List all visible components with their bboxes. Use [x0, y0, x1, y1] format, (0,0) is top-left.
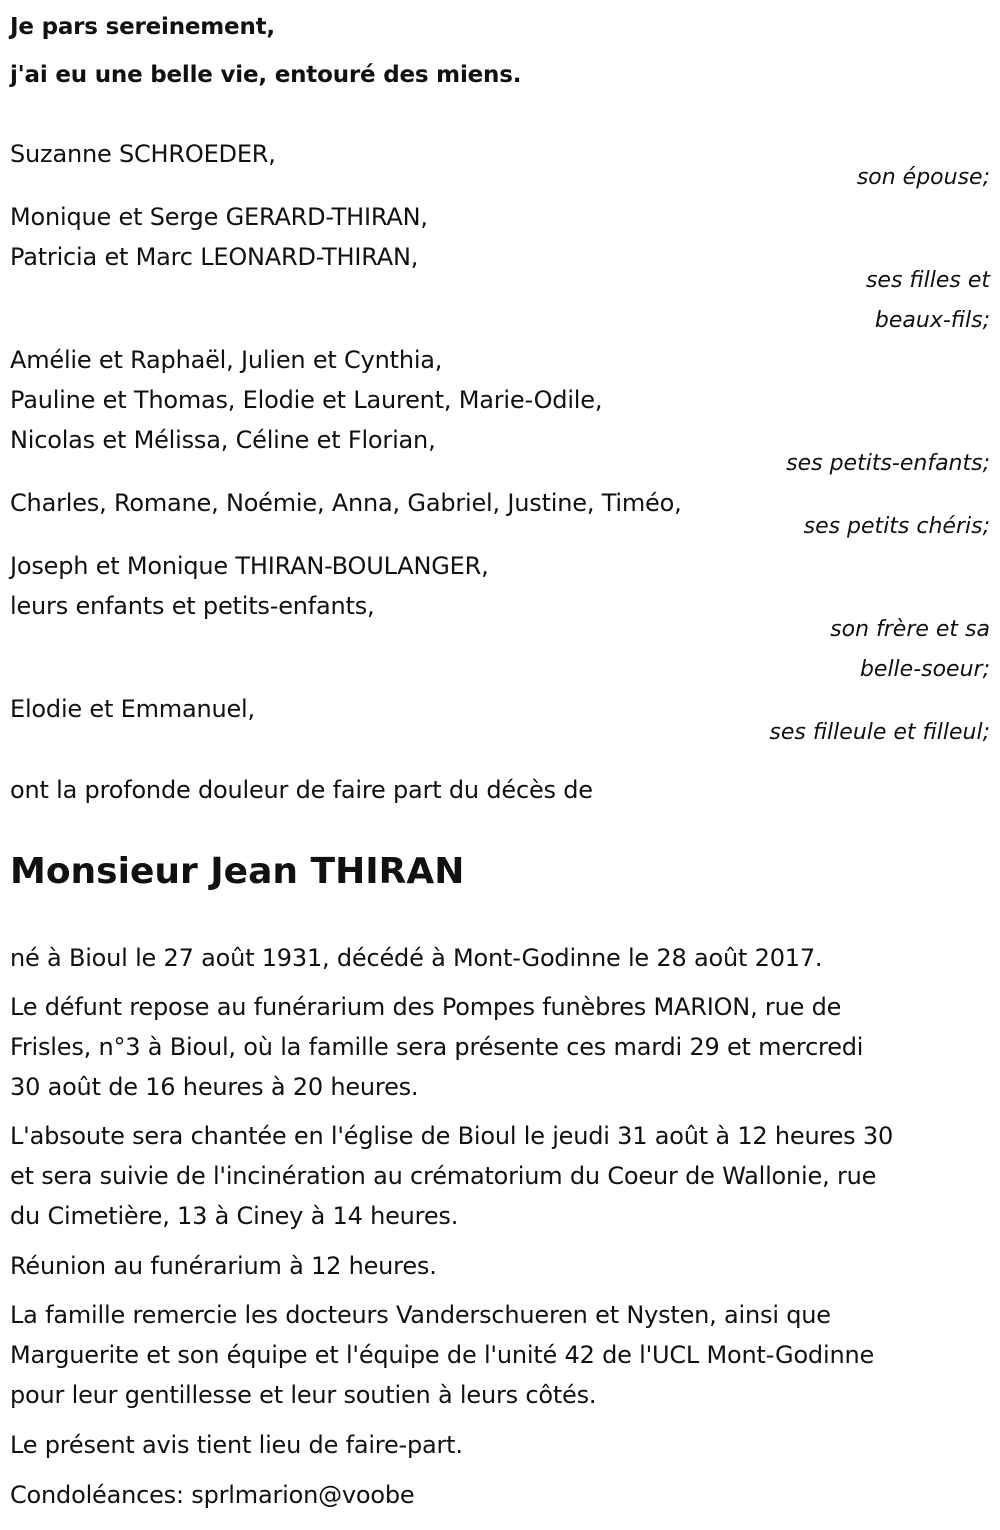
deceased-name: Monsieur Jean THIRAN: [10, 851, 465, 892]
repose-line-3: 30 août de 16 heures à 20 heures.: [10, 1073, 419, 1101]
intro-line-2: j'ai eu une belle vie, entouré des miens.: [10, 62, 522, 88]
family-brother-role-1: son frère et sa: [830, 617, 990, 642]
family-daughter-2: Patricia et Marc LEONARD-THIRAN,: [10, 243, 419, 271]
thanks-line-3: pour leur gentillesse et leur soutien à leurs côtés.: [10, 1381, 597, 1409]
absoute-line-2: et sera suivie de l'incinération au crématorium du Coeur de Wallonie, rue: [10, 1162, 877, 1190]
family-grandchildren-1: Amélie et Raphaël, Julien et Cynthia,: [10, 346, 443, 374]
family-brother-2: leurs enfants et petits-enfants,: [10, 592, 375, 620]
intro-line-1: Je pars sereinement,: [10, 14, 275, 40]
condolences-line: Condoléances: sprlmarion@voobe: [10, 1481, 415, 1509]
family-godchildren: Elodie et Emmanuel,: [10, 695, 255, 723]
family-great-grandchildren: Charles, Romane, Noémie, Anna, Gabriel, Justine, Timéo,: [10, 489, 682, 517]
family-brother-1: Joseph et Monique THIRAN-BOULANGER,: [10, 552, 489, 580]
repose-line-2: Frisles, n°3 à Bioul, où la famille sera présente ces mardi 29 et mercredi: [10, 1033, 864, 1061]
thanks-line-1: La famille remercie les docteurs Vanderschueren et Nysten, ainsi que: [10, 1301, 831, 1329]
family-spouse-name: Suzanne SCHROEDER,: [10, 140, 276, 168]
family-daughter-1: Monique et Serge GERARD-THIRAN,: [10, 203, 428, 231]
family-brother-role-2: belle-soeur;: [859, 657, 990, 682]
notice-line: Le présent avis tient lieu de faire-part.: [10, 1431, 463, 1459]
family-grandchildren-2: Pauline et Thomas, Elodie et Laurent, Marie-Odile,: [10, 386, 603, 414]
thanks-line-2: Marguerite et son équipe et l'équipe de l'unité 42 de l'UCL Mont-Godinne: [10, 1341, 875, 1369]
family-great-grandchildren-role: ses petits chéris;: [803, 514, 990, 539]
announcement-text: ont la profonde douleur de faire part du décès de: [10, 776, 593, 804]
absoute-line-1: L'absoute sera chantée en l'église de Bioul le jeudi 31 août à 12 heures 30: [10, 1122, 894, 1150]
family-spouse-role: son épouse;: [856, 165, 990, 190]
family-grandchildren-role: ses petits-enfants;: [786, 451, 990, 476]
family-grandchildren-3: Nicolas et Mélissa, Céline et Florian,: [10, 426, 436, 454]
reunion-line: Réunion au funérarium à 12 heures.: [10, 1252, 437, 1280]
repose-line-1: Le défunt repose au funérarium des Pompes funèbres MARION, rue de: [10, 993, 842, 1021]
family-daughters-role-1: ses filles et: [865, 268, 990, 293]
family-daughters-role-2: beaux-fils;: [874, 308, 990, 333]
birth-death-line: né à Bioul le 27 août 1931, décédé à Mont-Godinne le 28 août 2017.: [10, 944, 823, 972]
family-godchildren-role: ses filleule et filleul;: [769, 720, 990, 745]
absoute-line-3: du Cimetière, 13 à Ciney à 14 heures.: [10, 1202, 459, 1230]
